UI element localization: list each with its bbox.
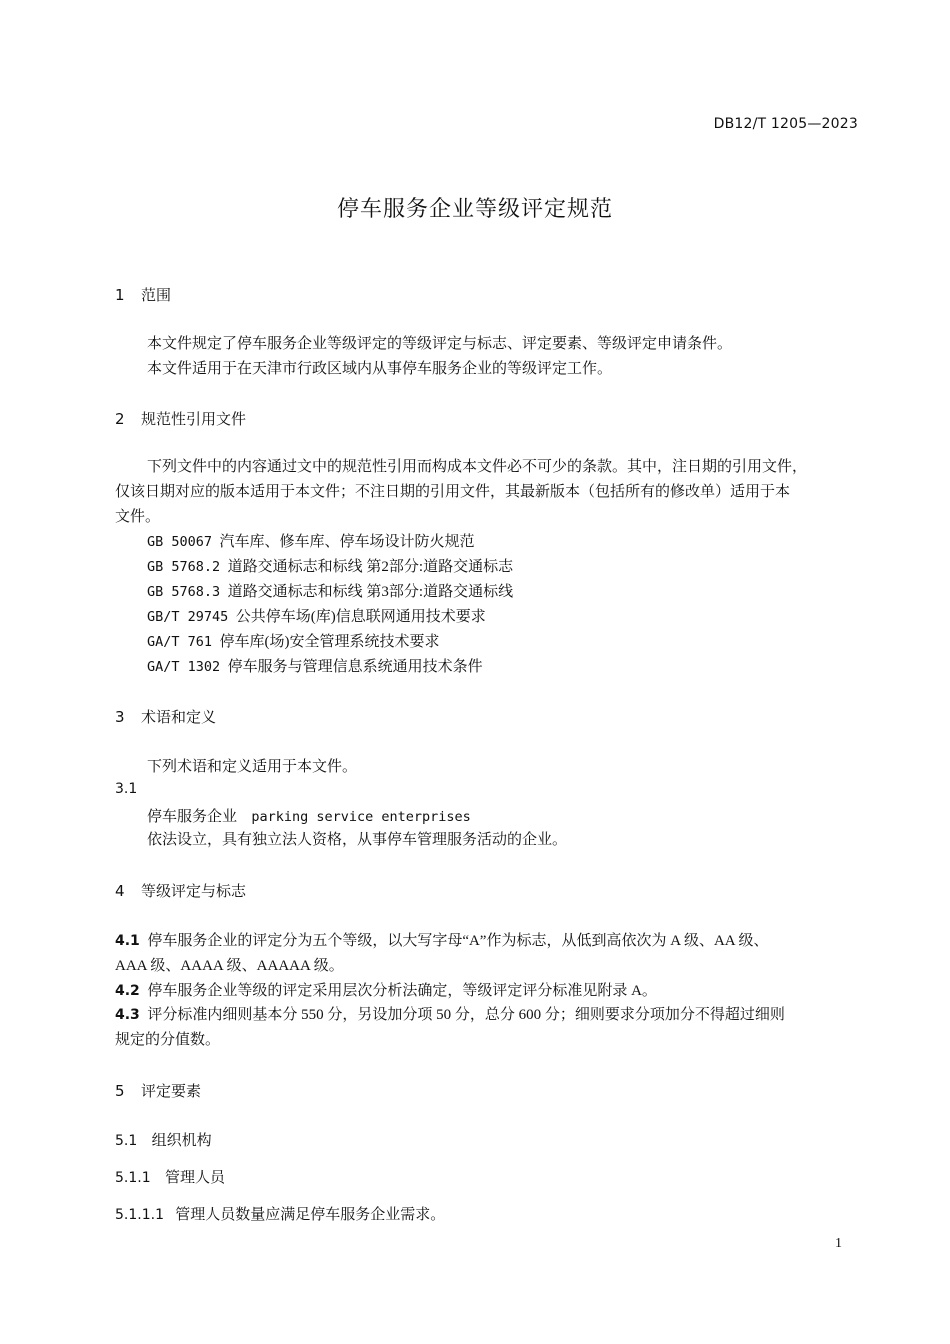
document-title: 停车服务企业等级评定规范: [336, 197, 613, 222]
clause-4-3: [115, 1003, 785, 1028]
clause-4-2: [115, 979, 657, 1004]
normative-reference: [147, 580, 513, 601]
section-number: 4: [115, 882, 125, 900]
clause-text: 评分标准内细则基本分 550 分，另设加分项 50 分，总分 600 分；细则要求分项加分不得超过细则: [147, 1007, 785, 1023]
section-2-paragraph-line-2: 仅该日期对应的版本适用于本文件；不注日期的引用文件，其最新版本（包括所有的修改单）适用于本: [115, 484, 791, 500]
section-title: 范围: [141, 286, 172, 304]
reference-code: GB/T 29745: [147, 609, 229, 625]
reference-code: GB 5768.2: [147, 559, 221, 575]
section-title: 规范性引用文件: [141, 410, 247, 428]
section-5-heading: [115, 1080, 201, 1101]
clause-number: 5.1.1: [115, 1170, 151, 1186]
clause-5-1-heading: [115, 1129, 212, 1150]
clause-5-1-1-1: [115, 1203, 445, 1228]
normative-reference: [147, 605, 486, 626]
clause-5-1-1-heading: [115, 1166, 225, 1187]
reference-title: 道路交通标志和标线 第3部分:道路交通标线: [227, 584, 514, 600]
normative-reference: [147, 655, 483, 676]
term-entry: [147, 805, 471, 826]
clause-4-1-continued: AAA 级、AAAA 级、AAAAA 级。: [115, 958, 344, 974]
reference-title: 道路交通标志和标线 第2部分:道路交通标志: [227, 559, 514, 575]
section-1-paragraph-2: 本文件适用于在天津市行政区域内从事停车服务企业的等级评定工作。: [147, 361, 613, 377]
section-number: 3: [115, 708, 125, 726]
clause-number: 4.2: [115, 983, 140, 999]
normative-reference: [147, 630, 440, 651]
normative-reference: [147, 530, 475, 551]
term-chinese: 停车服务企业: [147, 807, 238, 825]
page-number: 1: [835, 1236, 842, 1251]
section-2-paragraph-line-1: 下列文件中的内容通过文中的规范性引用而构成本文件必不可少的条款。其中，注日期的引用文件，: [147, 459, 808, 475]
section-1-heading: [115, 284, 171, 305]
clause-number: 5.1.1.1: [115, 1207, 164, 1223]
clause-text: 停车服务企业等级的评定采用层次分析法确定，等级评定评分标准见附录 A。: [147, 983, 657, 999]
normative-reference: [147, 555, 513, 576]
reference-title: 汽车库、修车库、停车场设计防火规范: [219, 534, 475, 550]
document-code: DB12/T 1205—2023: [713, 116, 858, 132]
section-number: 2: [115, 410, 125, 428]
term-number: 3.1: [115, 781, 138, 797]
clause-text: 管理人员数量应满足停车服务企业需求。: [175, 1207, 446, 1223]
clause-4-3-continued: 规定的分值数。: [115, 1032, 221, 1048]
reference-code: GA/T 761: [147, 634, 213, 650]
section-number: 5: [115, 1082, 125, 1100]
section-3-heading: [115, 706, 216, 727]
clause-4-1: [115, 929, 860, 954]
clause-title: 组织机构: [151, 1131, 212, 1149]
clause-number: 4.1: [115, 933, 140, 949]
clause-number: 4.3: [115, 1007, 140, 1023]
section-title: 等级评定与标志: [141, 882, 247, 900]
section-title: 评定要素: [141, 1082, 202, 1100]
reference-title: 停车库(场)安全管理系统技术要求: [219, 634, 440, 650]
section-3-paragraph: 下列术语和定义适用于本文件。: [147, 759, 358, 775]
reference-title: 公共停车场(库)信息联网通用技术要求: [235, 609, 486, 625]
clause-text: 停车服务企业的评定分为五个等级，以大写字母“A”作为标志，从低到高依次为 A 级、AA 级、: [147, 933, 769, 949]
reference-code: GA/T 1302: [147, 659, 221, 675]
clause-title: 管理人员: [164, 1168, 225, 1186]
section-number: 1: [115, 286, 125, 304]
section-2-heading: [115, 408, 246, 429]
section-2-paragraph-line-3: 文件。: [115, 509, 161, 525]
term-definition: 依法设立，具有独立法人资格，从事停车管理服务活动的企业。: [147, 832, 568, 848]
section-4-heading: [115, 880, 246, 901]
reference-code: GB 5768.3: [147, 584, 221, 600]
section-1-paragraph-1: 本文件规定了停车服务企业等级评定的等级评定与标志、评定要素、等级评定申请条件。: [147, 336, 733, 352]
reference-code: GB 50067: [147, 534, 213, 550]
reference-title: 停车服务与管理信息系统通用技术条件: [227, 659, 483, 675]
section-title: 术语和定义: [141, 708, 217, 726]
clause-number: 5.1: [115, 1133, 138, 1149]
term-english: parking service enterprises: [251, 809, 471, 825]
